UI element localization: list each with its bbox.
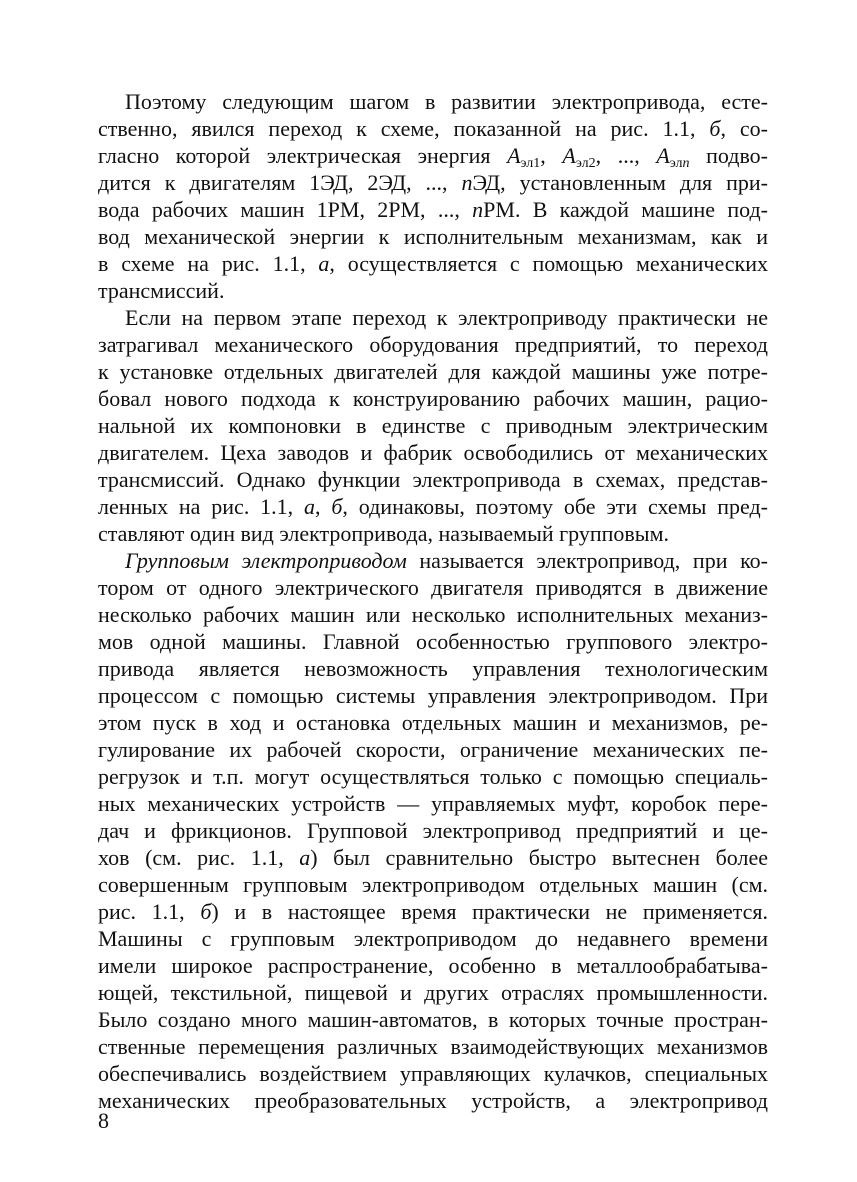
text-line: этом пуск в ход и остановка отдельных машин и механизмов, ре- — [98, 710, 768, 735]
text-line: ставляют один вид электропривода, называемый групповым. — [98, 521, 669, 546]
italic-text: б — [331, 494, 343, 519]
italic-text: а — [303, 494, 315, 519]
italic-text: Групповым электроприводом — [125, 548, 407, 573]
text-line: Было создано много машин-автоматов, в которых точные простран- — [98, 1007, 768, 1032]
text-line: затрагивал механического оборудования предприятий, то переход — [98, 332, 768, 357]
text-line: процессом с помощью системы управления электроприводом. При — [98, 683, 768, 708]
text-line: рис. 1.1, б) и в настоящее время практически не применяется. — [98, 899, 768, 924]
text-line: Машины с групповым электроприводом до недавнего времени — [98, 926, 768, 951]
italic-text: A — [507, 143, 521, 168]
text-line: вода рабочих машин 1РМ, 2РМ, ..., nРМ. В каждой машине под- — [98, 197, 768, 222]
text-line: гласно которой электрическая энергия $A_{эл1}$, $A_{эл2}$, ..., $A_{элn}$ подво- — [98, 143, 769, 171]
text-line: несколько рабочих машин или несколько исполнительных механиз- — [98, 602, 768, 627]
text-line: трансмиссий. — [98, 278, 225, 303]
subscript: эл2 — [575, 156, 596, 171]
text-line: Поэтому следующим шагом в развитии электропривода, есте- — [125, 89, 768, 114]
italic-text: n — [461, 170, 473, 195]
text-line: вод механической энергии к исполнительным механизмам, как и — [98, 224, 768, 249]
italic-text: n — [472, 197, 484, 222]
paragraph — [98, 88, 768, 304]
body-text — [98, 88, 768, 1114]
text-line: двигателем. Цеха заводов и фабрик освободились от механических — [98, 440, 768, 465]
text-line: привода является невозможность управления технологическим — [98, 656, 768, 681]
text-line: мов одной машины. Главной особенностью группового электро- — [98, 629, 768, 654]
page-number: 8 — [98, 1108, 109, 1133]
text-line: механических преобразовательных устройств, а электропривод — [98, 1088, 768, 1113]
paragraph — [98, 304, 768, 547]
italic-text: а — [299, 845, 311, 870]
italic-text: а — [318, 251, 330, 276]
italic-text: б — [709, 116, 721, 141]
italic-text: A — [562, 143, 576, 168]
italic-text: A — [656, 143, 670, 168]
italic-text: б — [200, 899, 212, 924]
text-line: в схеме на рис. 1.1, а, осуществляется с помощью механических — [98, 251, 769, 276]
text-line: ленных на рис. 1.1, а, б, одинаковы, поэтому обе эти схемы пред- — [98, 494, 768, 519]
text-line: обеспечивались воздействием управляющих кулачков, специальных — [98, 1061, 768, 1086]
text-line: хов (см. рис. 1.1, а) был сравнительно быстро вытеснен более — [98, 845, 768, 870]
text-line: нальной их компоновки в единстве с приводным электрическим — [98, 413, 768, 438]
paragraph — [98, 547, 768, 1114]
text-line: ющей, текстильной, пищевой и других отраслях промышленности. — [98, 980, 768, 1005]
subscript: эл1 — [520, 156, 541, 171]
text-line: ных механических устройств — управляемых муфт, коробок пере- — [98, 791, 768, 816]
text-line: гулирование их рабочей скорости, ограничение механических пе- — [98, 737, 768, 762]
text-line: Если на первом этапе переход к электроприводу практически не — [125, 305, 768, 330]
italic-text: n — [682, 156, 690, 171]
text-line: ственные перемещения различных взаимодействующих механизмов — [98, 1034, 768, 1059]
text-line: дится к двигателям 1ЭД, 2ЭД, ..., nЭД, установленным для при- — [98, 170, 768, 195]
text-line: трансмиссий. Однако функции электропривода в схемах, представ- — [98, 467, 768, 492]
text-line: совершенным групповым электроприводом отдельных машин (см. — [98, 872, 768, 897]
text-line: Групповым электроприводом называется электропривод, при ко- — [125, 548, 768, 573]
text-line: регрузок и т.п. могут осуществляться только с помощью специаль- — [98, 764, 768, 789]
subscript: элn — [669, 156, 690, 171]
text-line: имели широкое распространение, особенно в металлообрабатыва- — [98, 953, 768, 978]
text-line: к установке отдельных двигателей для каждой машины уже потре- — [98, 359, 768, 384]
text-line: дач и фрикционов. Групповой электропривод предприятий и це- — [98, 818, 768, 843]
text-line: бовал нового подхода к конструированию рабочих машин, рацио- — [98, 386, 768, 411]
text-line: ственно, явился переход к схеме, показанной на рис. 1.1, б, со- — [98, 116, 769, 141]
text-line: тором от одного электрического двигателя приводятся в движение — [98, 575, 768, 600]
